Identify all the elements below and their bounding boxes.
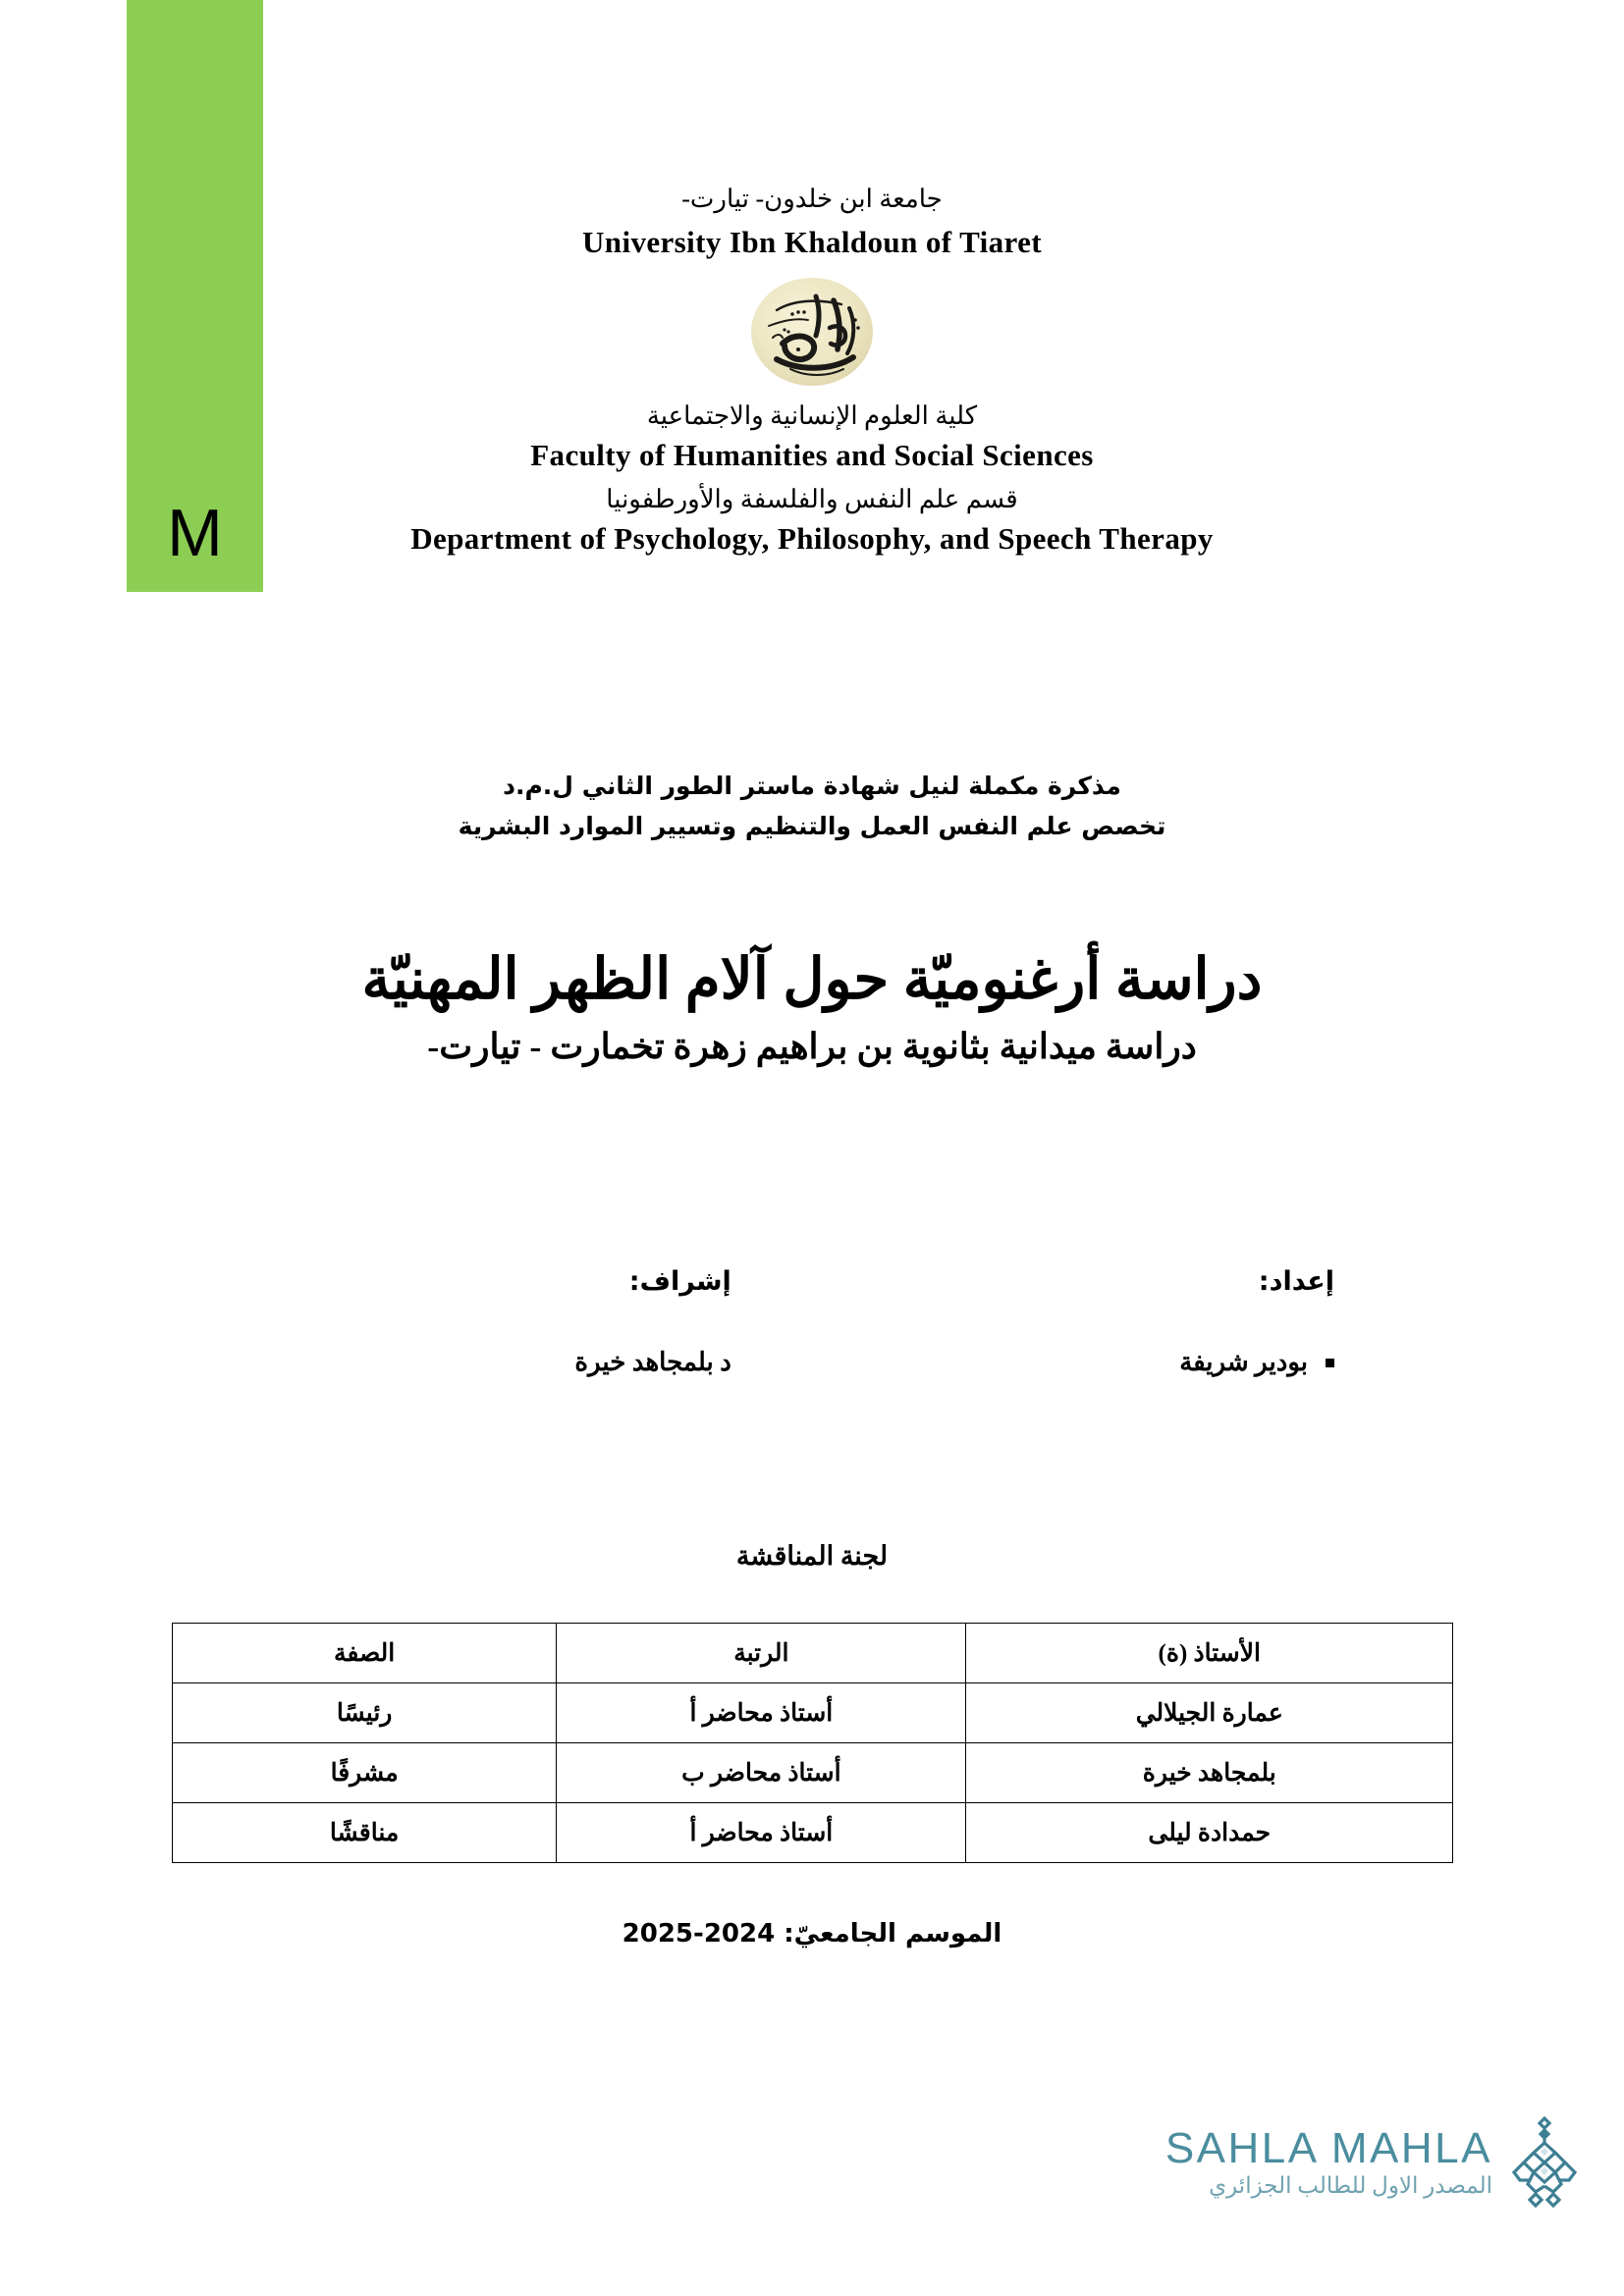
watermark-text [1164, 2123, 1492, 2199]
author-name-wrapper [863, 1348, 1334, 1377]
faculty-name-english: Faculty of Humanities and Social Sciences [530, 438, 1094, 473]
committee-header-row [173, 1624, 1453, 1683]
author-column [863, 1266, 1452, 1377]
supervisor-name: د بلمجاهد خيرة [574, 1348, 731, 1376]
author-name: بودير شريفة [1179, 1348, 1308, 1376]
cell-rank: أستاذ محاضر أ [557, 1683, 966, 1743]
committee-heading: لجنة المناقشة [735, 1541, 889, 1571]
author-supervisor-section [172, 1266, 1452, 1377]
amazigh-ornament-logo-icon [1506, 2115, 1583, 2210]
table-row [173, 1683, 1453, 1743]
department-name-english: Department of Psychology, Philosophy, and Speech Therapy [410, 520, 1214, 556]
cell-rank: أستاذ محاضر أ [557, 1803, 966, 1863]
degree-line-1: مذكرة مكملة لنيل شهادة ماستر الطور الثاني ل.م.د [503, 772, 1121, 800]
degree-line-2: تخصص علم النفس العمل والتنظيم وتسيير الموارد البشرية [458, 812, 1166, 841]
thesis-main-title: دراسة أرغنوميّة حول آلام الظهر المهنيّة [361, 947, 1263, 1011]
cell-professor: حمدادة ليلى [966, 1803, 1453, 1863]
watermark-brand: SAHLA MAHLA [1164, 2123, 1492, 2172]
supervisor-column [172, 1266, 761, 1377]
cell-rank: أستاذ محاضر ب [557, 1743, 966, 1803]
cell-role: رئيسًا [173, 1683, 557, 1743]
sahla-mahla-watermark [1165, 2115, 1583, 2210]
faculty-name-arabic: كلية العلوم الإنسانية والاجتماعية [646, 400, 978, 430]
cell-role: مشرفًا [173, 1743, 557, 1803]
cell-professor: عمارة الجيلالي [966, 1683, 1453, 1743]
watermark-tagline: المصدر الاول للطالب الجزائري [1209, 2173, 1492, 2199]
cell-role: مناقشًا [173, 1803, 557, 1863]
author-label: إعداد: [1258, 1266, 1334, 1297]
university-seal-icon [747, 275, 877, 389]
supervisor-label: إشراف: [628, 1266, 731, 1297]
department-name-arabic: قسم علم النفس والفلسفة والأورطفونيا [606, 484, 1018, 513]
university-emblem-wrapper [0, 275, 1624, 389]
committee-col-role: الصفة [173, 1624, 557, 1683]
university-name-arabic: جامعة ابن خلدون- تيارت- [681, 185, 943, 213]
degree-statement [0, 766, 1624, 847]
thesis-title-block [0, 942, 1624, 1072]
table-row [173, 1803, 1453, 1863]
committee-table [172, 1623, 1453, 1863]
table-row [173, 1743, 1453, 1803]
marker-letter: M [167, 496, 223, 570]
university-name-english: University Ibn Khaldoun of Tiaret [582, 225, 1042, 260]
committee-col-rank: الرتبة [557, 1624, 966, 1683]
author-supervisor-row [172, 1266, 1452, 1377]
committee-col-professor: الأستاذ (ة) [966, 1624, 1453, 1683]
academic-year: الموسم الجامعيّ: 2024-2025 [622, 1919, 1002, 1949]
thesis-subtitle: دراسة ميدانية بثانوية بن براهيم زهرة تخمارت - تيارت- [427, 1027, 1197, 1067]
cell-professor: بلمجاهد خيرة [966, 1743, 1453, 1803]
institution-header [0, 182, 1624, 560]
bullet-icon [1326, 1359, 1334, 1367]
